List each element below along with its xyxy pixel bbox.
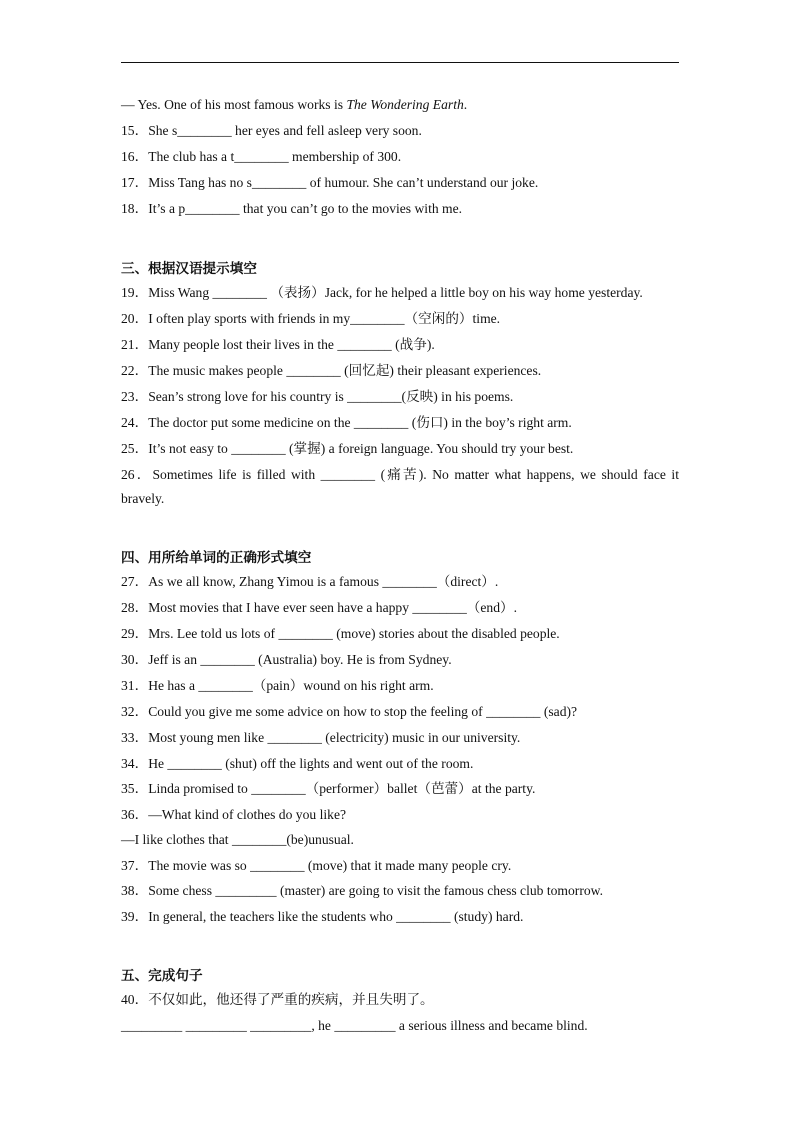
question-text: Some chess _________ (master) are going to visit the famous chess club tomorrow. xyxy=(148,883,603,898)
question-text: The club has a t________ membership of 300. xyxy=(148,149,402,164)
question-40-answer-line: _________ _________ _________, he _________ a serious illness and became blind. xyxy=(121,1018,588,1033)
question-number: 40． xyxy=(121,992,149,1007)
question-26-continuation: bravely. xyxy=(121,491,165,506)
question-text: —What kind of clothes do you like? xyxy=(148,807,347,822)
question-24 xyxy=(121,414,681,432)
question-21 xyxy=(121,336,681,354)
question-text: The music makes people ________ (回忆起) their pleasant experiences. xyxy=(148,363,542,378)
question-15 xyxy=(121,122,681,140)
question-number: 37． xyxy=(121,858,149,873)
section-4-heading: 四、用所给单词的正确形式填空 xyxy=(121,550,312,566)
question-32 xyxy=(121,703,681,721)
question-text: Mrs. Lee told us lots of ________ (move) stories about the disabled people. xyxy=(148,626,560,641)
question-35 xyxy=(121,780,681,798)
question-text: Many people lost their lives in the ________ (战争). xyxy=(148,337,435,352)
question-text: The doctor put some medicine on the ________ (伤口) in the boy’s right arm. xyxy=(148,415,572,430)
question-36 xyxy=(121,806,681,824)
question-18 xyxy=(121,200,681,218)
answer-line-14 xyxy=(121,96,681,114)
question-text: The movie was so ________ (move) that it made many people cry. xyxy=(148,858,512,873)
question-text: Miss Wang ________ （表扬）Jack, for he helped a little boy on his way home yesterday. xyxy=(148,285,643,300)
question-17 xyxy=(121,174,681,192)
question-text: Sean’s strong love for his country is ________(反映) in his poems. xyxy=(148,389,514,404)
question-number: 38． xyxy=(121,883,149,898)
question-text: Sometimes life is filled with ________ (痛苦). No matter what happens, we should face it xyxy=(152,467,679,482)
question-text: She s________ her eyes and fell asleep very soon. xyxy=(148,123,422,138)
question-number: 15． xyxy=(121,123,149,138)
question-text: Could you give me some advice on how to stop the feeling of ________ (sad)? xyxy=(148,704,578,719)
section-5-heading: 五、完成句子 xyxy=(121,968,203,984)
question-text: I often play sports with friends in my________（空闲的）time. xyxy=(148,311,501,326)
question-number: 25． xyxy=(121,441,149,456)
question-number: 16． xyxy=(121,149,149,164)
question-number: 23． xyxy=(121,389,149,404)
question-16 xyxy=(121,148,681,166)
question-text: 不仅如此，他还得了严重的疾病，并且失明了。 xyxy=(148,992,434,1007)
question-number: 29． xyxy=(121,626,149,641)
question-number: 18． xyxy=(121,201,149,216)
question-number: 20． xyxy=(121,311,149,326)
question-number: 35． xyxy=(121,781,149,796)
question-40 xyxy=(121,991,681,1009)
question-text: He ________ (shut) off the lights and went out of the room. xyxy=(148,756,474,771)
header-rule xyxy=(121,62,679,63)
question-text: Miss Tang has no s________ of humour. She can’t understand our joke. xyxy=(148,175,539,190)
question-number: 32． xyxy=(121,704,149,719)
question-30 xyxy=(121,651,681,669)
question-text: Most movies that I have ever seen have a happy ________（end）. xyxy=(148,600,518,615)
question-20 xyxy=(121,310,681,328)
question-23 xyxy=(121,388,681,406)
question-text: It’s not easy to ________ (掌握) a foreign language. You should try your best. xyxy=(148,441,574,456)
question-text: Linda promised to ________（performer）ballet（芭蕾）at the party. xyxy=(148,781,536,796)
question-number: 36． xyxy=(121,807,149,822)
question-19 xyxy=(121,284,681,302)
question-25 xyxy=(121,440,681,458)
question-number: 22． xyxy=(121,363,149,378)
book-title: The Wondering Earth xyxy=(346,97,464,112)
question-33 xyxy=(121,729,681,747)
question-number: 30． xyxy=(121,652,149,667)
question-number: 33． xyxy=(121,730,149,745)
section-3-heading: 三、根据汉语提示填空 xyxy=(121,261,257,277)
question-38 xyxy=(121,882,681,900)
question-number: 26． xyxy=(121,467,153,482)
question-number: 24． xyxy=(121,415,149,430)
question-number: 28． xyxy=(121,600,149,615)
question-text: Jeff is an ________ (Australia) boy. He is from Sydney. xyxy=(148,652,452,667)
question-text: He has a ________（pain）wound on his right arm. xyxy=(148,678,434,693)
question-28 xyxy=(121,599,681,617)
question-27 xyxy=(121,573,681,591)
question-text: Most young men like ________ (electricity) music in our university. xyxy=(148,730,521,745)
question-number: 31． xyxy=(121,678,149,693)
question-36-answer: —I like clothes that ________(be)unusual. xyxy=(121,832,354,847)
question-number: 19． xyxy=(121,285,149,300)
question-text: It’s a p________ that you can’t go to the movies with me. xyxy=(148,201,463,216)
question-26 xyxy=(121,466,679,484)
question-number: 17． xyxy=(121,175,149,190)
question-text: As we all know, Zhang Yimou is a famous ________（direct）. xyxy=(148,574,499,589)
answer-text: — Yes. One of his most famous works is xyxy=(121,97,347,112)
question-text: In general, the teachers like the students who ________ (study) hard. xyxy=(148,909,524,924)
question-number: 27． xyxy=(121,574,149,589)
question-22 xyxy=(121,362,681,380)
question-37 xyxy=(121,857,681,875)
question-39 xyxy=(121,908,681,926)
question-number: 34． xyxy=(121,756,149,771)
question-31 xyxy=(121,677,681,695)
answer-suffix: . xyxy=(463,97,468,112)
question-number: 39． xyxy=(121,909,149,924)
question-number: 21． xyxy=(121,337,149,352)
question-34 xyxy=(121,755,681,773)
question-29 xyxy=(121,625,681,643)
